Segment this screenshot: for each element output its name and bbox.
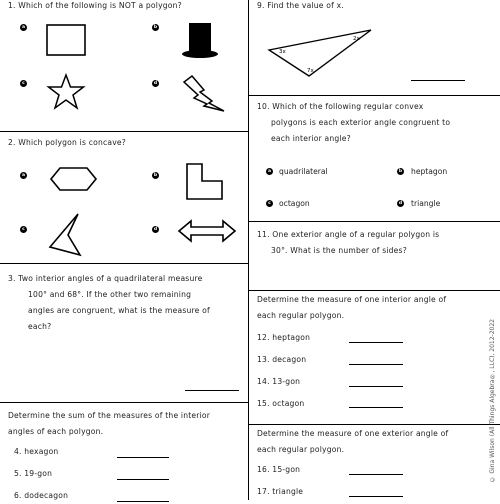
option-a-marker: a: [267, 169, 272, 174]
option-quadrilateral[interactable]: quadrilateral: [279, 167, 328, 176]
question-3-section: [0, 263, 248, 403]
concave-quad-icon[interactable]: [48, 213, 82, 257]
item-15-label: 15. octagon: [257, 399, 305, 408]
option-d-marker: d: [398, 201, 403, 206]
answer-blank-13[interactable]: [349, 364, 403, 365]
double-arrow-icon[interactable]: [178, 219, 236, 243]
interior-sum-instructions-1: Determine the sum of the measures of the interior: [8, 411, 211, 420]
answer-blank-6[interactable]: [117, 501, 169, 502]
item-13-label: 13. decagon: [257, 355, 307, 364]
right-column: [249, 0, 500, 500]
angle-label-left: 3x: [279, 49, 286, 55]
item-4-label: 4. hexagon: [14, 447, 59, 456]
question-3-line-4: each?: [28, 322, 52, 331]
interior-angle-instructions-1: Determine the measure of one interior angle of: [257, 295, 447, 304]
option-heptagon[interactable]: heptagon: [411, 167, 448, 176]
question-1-section: [0, 0, 248, 132]
option-a-marker: a: [21, 173, 26, 178]
angle-label-top: 2x: [353, 36, 360, 42]
question-2-text: 2. Which polygon is concave?: [8, 138, 126, 147]
answer-blank-4[interactable]: [117, 457, 169, 458]
question-10-line-1: 10. Which of the following regular convex: [257, 102, 424, 111]
triangle-diagram: [267, 28, 377, 80]
option-d-marker: d: [153, 227, 158, 232]
hexagon-icon[interactable]: [50, 167, 98, 191]
left-column: [0, 0, 249, 500]
interior-sum-section: [0, 402, 248, 500]
option-c-marker: c: [20, 80, 27, 87]
question-3-line-3: angles are congruent, what is the measure of: [28, 306, 210, 315]
answer-blank-12[interactable]: [349, 342, 403, 343]
item-6-label: 6. dodecagon: [14, 491, 69, 500]
item-17-label: 17. triangle: [257, 487, 304, 496]
option-b-marker: b: [398, 169, 403, 174]
option-b-marker: b: [153, 173, 158, 178]
answer-blank-5[interactable]: [117, 479, 169, 480]
question-10-section: [249, 95, 500, 222]
option-triangle[interactable]: triangle: [411, 199, 441, 208]
interior-angle-instructions-2: each regular polygon.: [257, 311, 345, 320]
answer-blank-17[interactable]: [349, 496, 403, 497]
option-a-marker: a: [21, 25, 26, 30]
option-c-marker: c: [266, 200, 273, 207]
rectangle-icon[interactable]: [46, 24, 86, 56]
option-c-marker: c: [20, 226, 27, 233]
exterior-angle-instructions-1: Determine the measure of one exterior angle of: [257, 429, 449, 438]
copyright-notice: © Gina Wilson (All Things Algebra®, LLC), 2012-2022: [489, 318, 496, 482]
question-10-line-3: each interior angle?: [271, 134, 351, 143]
top-hat-icon[interactable]: [182, 22, 218, 62]
question-2-section: [0, 131, 248, 264]
item-5-label: 5. 19-gon: [14, 469, 53, 478]
question-3-line-2: 100° and 68°. If the other two remaining: [28, 290, 192, 299]
answer-blank-15[interactable]: [349, 407, 403, 408]
angle-label-bottom: 7x: [307, 68, 314, 74]
question-3-line-1: 3. Two interior angles of a quadrilateral measure: [8, 274, 203, 283]
option-d-marker: d: [153, 81, 158, 86]
star-icon[interactable]: [47, 74, 85, 110]
option-b-marker: b: [153, 25, 158, 30]
exterior-angle-section: [249, 424, 500, 500]
answer-blank-3[interactable]: [185, 390, 239, 391]
answer-blank-14[interactable]: [349, 386, 403, 387]
interior-angle-section: [249, 290, 500, 425]
question-11-line-1: 11. One exterior angle of a regular polygon is: [257, 230, 440, 239]
l-shape-icon[interactable]: [186, 163, 224, 201]
answer-blank-9[interactable]: [411, 80, 465, 81]
item-14-label: 14. 13-gon: [257, 377, 301, 386]
option-octagon[interactable]: octagon: [279, 199, 310, 208]
item-12-label: 12. heptagon: [257, 333, 311, 342]
question-9-text: 9. Find the value of x.: [257, 1, 344, 10]
question-11-section: [249, 221, 500, 291]
question-10-line-2: polygons is each exterior angle congruent to: [271, 118, 451, 127]
answer-blank-16[interactable]: [349, 474, 403, 475]
item-16-label: 16. 15-gon: [257, 465, 301, 474]
question-9-section: [249, 0, 500, 96]
lightning-bolt-icon[interactable]: [182, 74, 226, 114]
exterior-angle-instructions-2: each regular polygon.: [257, 445, 345, 454]
interior-sum-instructions-2: angles of each polygon.: [8, 427, 104, 436]
question-1-text: 1. Which of the following is NOT a polygon?: [8, 1, 182, 10]
question-11-line-2: 30°. What is the number of sides?: [271, 246, 407, 255]
